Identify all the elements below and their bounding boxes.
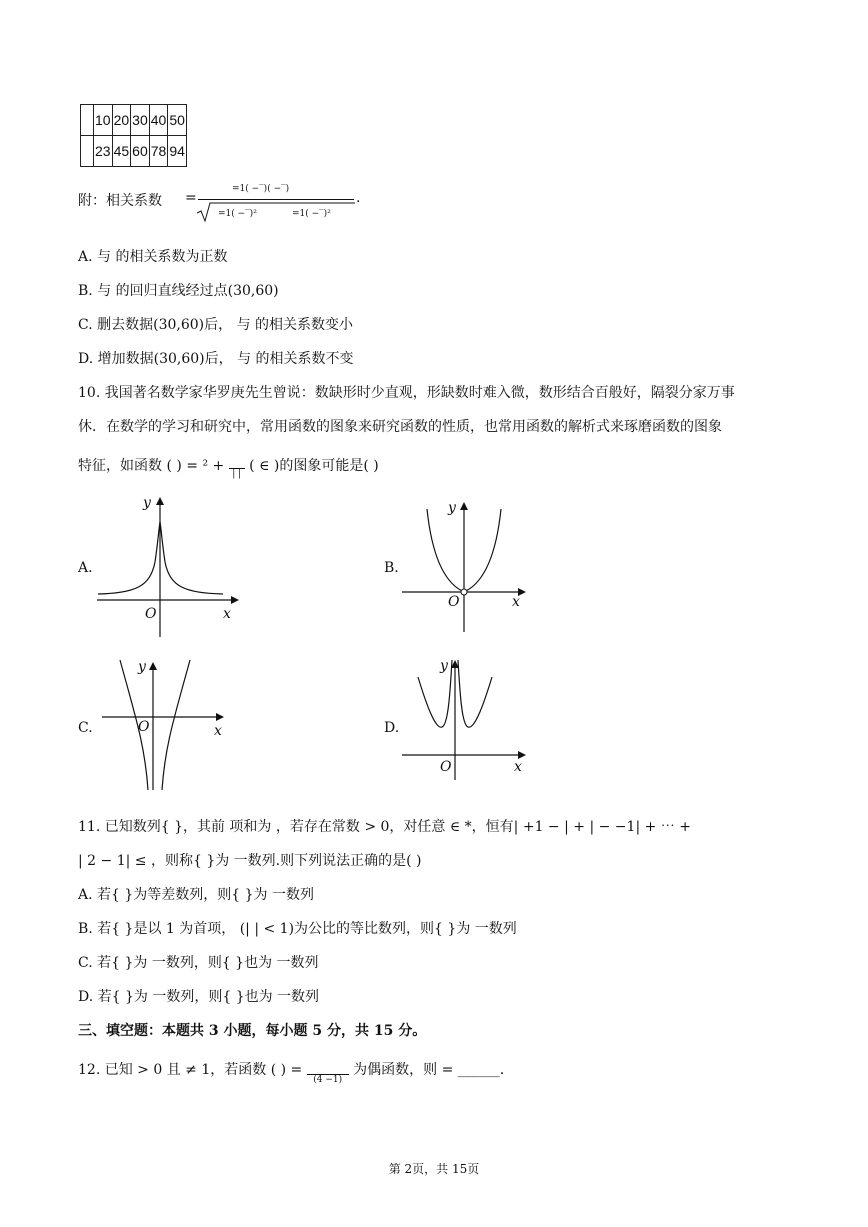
svg-text:x: x [512, 594, 520, 610]
svg-text:x: x [223, 606, 231, 622]
q10-line-3: 特征，如函数 ( ) = ² + | | ( ∈ )的图象可能是( ) [78, 458, 379, 479]
fraction-bar [198, 199, 354, 200]
q11-option-a: A. 若{ }为等差数列，则{ }为 一数列 [78, 887, 314, 903]
graph-a-label: A. [78, 560, 93, 576]
svg-text:y: y [440, 658, 448, 674]
q11-option-c: C. 若{ }为 一数列，则{ }也为 一数列 [78, 955, 319, 971]
table-row: 10 20 30 40 50 [81, 105, 187, 136]
graph-b-label: B. [384, 560, 399, 576]
page-footer: 第 2页，共 15页 [388, 1162, 480, 1176]
q10-line-1: 10. 我国著名数学家华罗庚先生曾说：数缺形时少直观，形缺数时难入微，数形结合百般好，隔裂分家万事 [78, 385, 735, 401]
table-row: 23 45 60 78 94 [81, 136, 187, 167]
q9-option-a: A. 与 的相关系数为正数 [78, 249, 228, 265]
q9-option-c: C. 删去数据(30,60)后， 与 的相关系数变小 [78, 317, 354, 333]
graph-a [95, 492, 245, 642]
q11-line-2: | 2 − 1| ≤ ，则称{ }为 一数列.则下列说法正确的是( ) [78, 853, 422, 869]
graph-c [100, 655, 235, 795]
q12-line: 12. 已知 > 0 且 ≠ 1，若函数 ( ) = (4 −1) 为偶函数，则 = ______. [78, 1062, 505, 1085]
q11-option-d: D. 若{ }为 一数列，则{ }也为 一数列 [78, 989, 320, 1005]
graph-d-label: D. [384, 720, 400, 736]
svg-text:O: O [440, 759, 452, 775]
section-heading: 三、填空题：本题共 3 小题，每小题 5 分，共 15 分。 [78, 1023, 427, 1039]
q10-line-2: 休．在数学的学习和研究中，常用函数的图象来研究函数的性质，也常用函数的解析式来琢磨函数的图象 [78, 419, 722, 435]
svg-text:x: x [214, 723, 222, 739]
svg-text:x: x [514, 759, 522, 775]
q9-option-b: B. 与 的回归直线经过点(30,60) [78, 283, 279, 299]
graph-c-label: C. [78, 720, 93, 736]
svg-text:O: O [138, 719, 150, 735]
q11-line-1: 11. 已知数列{ }，其前 项和为 ，若存在常数 > 0，对任意 ∈ *，恒有| +1 − | + | − −1| + ⋯ + [78, 819, 691, 835]
q11-option-b: B. 若{ }是以 1 为首项， (| | < 1)为公比的等比数列，则{ }为 一数列 [78, 921, 517, 937]
svg-text:O: O [448, 594, 460, 610]
svg-text:y: y [143, 495, 151, 511]
data-table [80, 104, 187, 167]
svg-text:y: y [138, 659, 146, 675]
svg-text:O: O [145, 606, 157, 622]
q9-option-d: D. 增加数据(30,60)后， 与 的相关系数不变 [78, 351, 354, 367]
graph-b [400, 497, 535, 637]
graph-d [400, 655, 535, 785]
svg-text:y: y [448, 500, 456, 516]
